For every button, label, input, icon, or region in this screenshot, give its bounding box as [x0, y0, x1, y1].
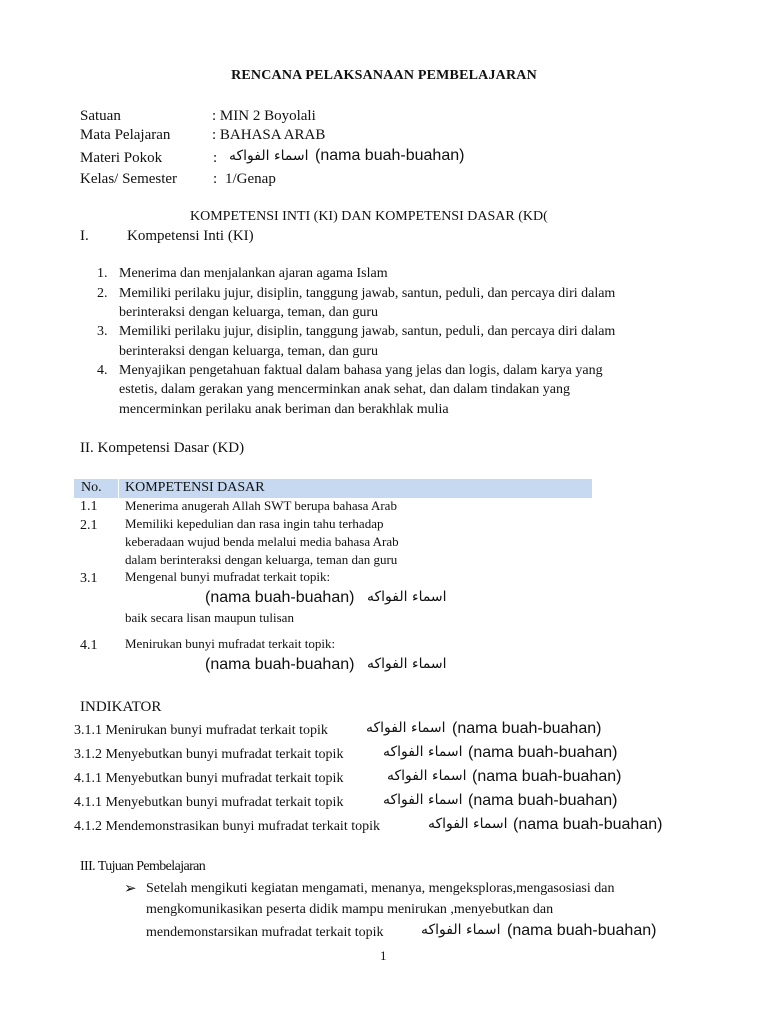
ki-heading: Kompetensi Inti (KI) — [127, 228, 254, 244]
ki-item-line: berinteraksi dengan keluarga, teman, dan guru — [119, 305, 379, 320]
kelas-label: Kelas/ Semester — [80, 171, 178, 187]
indikator-arabic: اسماء الفواكه — [366, 720, 446, 736]
ki-item-line: berinteraksi dengan keluarga, teman, dan guru — [119, 344, 379, 359]
ki-item-line: estetis, dalam gerakan yang mencerminkan anak sehat, dan dalam tindakan yang — [119, 382, 570, 397]
indikator-text: 3.1.1 Menirukan bunyi mufradat terkait topik — [74, 723, 328, 738]
ki-kd-heading: KOMPETENSI INTI (KI) DAN KOMPETENSI DASAR (KD( — [190, 209, 548, 224]
ki-item-line: mencerminkan perilaku anak beriman dan berakhlak mulia — [119, 402, 449, 417]
indikator-arabic: اسماء الفواكه — [428, 816, 508, 832]
kd-col-no: No. — [81, 480, 102, 495]
satuan-value: : MIN 2 Boyolali — [212, 108, 316, 124]
mapel-label: Mata Pelajaran — [80, 127, 171, 143]
tujuan-latin: (nama buah-buahan) — [507, 922, 657, 939]
kd-row-text: baik secara lisan maupun tulisan — [125, 610, 294, 625]
ki-item-num: 1. — [97, 266, 108, 281]
indikator-arabic: اسماء الفواكه — [387, 768, 467, 784]
materi-arabic: اسماء الفواكه — [229, 148, 309, 164]
materi-label: Materi Pokok — [80, 150, 163, 166]
materi-colon: : — [213, 150, 218, 166]
ki-item-num: 3. — [97, 324, 108, 339]
kd-table-header-divider — [118, 479, 119, 498]
kd-col-kd: KOMPETENSI DASAR — [125, 480, 265, 495]
indikator-text: 4.1.1 Menyebutkan bunyi mufradat terkait topik — [74, 771, 344, 786]
indikator-text: 4.1.1 Menyebutkan bunyi mufradat terkait topik — [74, 795, 344, 810]
kd-row-arabic: اسماء الفواكه — [367, 589, 447, 605]
ki-item-line: Menyajikan pengetahuan faktual dalam bahasa yang jelas dan logis, dalam karya yang — [119, 363, 603, 378]
tujuan-line: Setelah mengikuti kegiatan mengamati, menanya, mengeksploras,mengasosiasi dan — [146, 881, 615, 896]
indikator-latin: (nama buah-buahan) — [468, 744, 618, 761]
kd-row-text: keberadaan wujud benda melalui media bahasa Arab — [125, 534, 399, 549]
indikator-text: 4.1.2 Mendemonstrasikan bunyi mufradat terkait topik — [74, 819, 380, 834]
indikator-arabic: اسماء الفواكه — [383, 792, 463, 808]
indikator-latin: (nama buah-buahan) — [468, 792, 618, 809]
kelas-value: 1/Genap — [225, 171, 276, 187]
tujuan-heading: III. Tujuan Pembelajaran — [80, 859, 206, 874]
indikator-text: 3.1.2 Menyebutkan bunyi mufradat terkait topik — [74, 747, 344, 762]
kd-row-text: Mengenal bunyi mufradat terkait topik: — [125, 569, 331, 584]
kd-row-no: 1.1 — [80, 499, 98, 514]
ki-item-line: Memiliki perilaku jujur, disiplin, tanggung jawab, santun, peduli, dan percaya diri dalam — [119, 324, 616, 339]
kd-row-latin: (nama buah-buahan) — [205, 656, 355, 673]
kd-row-arabic: اسماء الفواكه — [367, 656, 447, 672]
satuan-label: Satuan — [80, 108, 121, 124]
arrow-bullet-icon: ➢ — [124, 879, 137, 897]
indikator-latin: (nama buah-buahan) — [472, 768, 622, 785]
tujuan-line: mengkomunikasikan peserta didik mampu menirukan ,menyebutkan dan — [146, 902, 554, 917]
kd-row-text: dalam berinteraksi dengan keluarga, teman dan guru — [125, 552, 398, 567]
kd-row-text: Memiliki kepedulian dan rasa ingin tahu terhadap — [125, 516, 384, 531]
page-number: 1 — [380, 948, 387, 963]
kd-heading: II. Kompetensi Dasar (KD) — [80, 440, 245, 456]
page-title: RENCANA PELAKSANAAN PEMBELAJARAN — [231, 68, 537, 83]
kd-row-text: Menerima anugerah Allah SWT berupa bahasa Arab — [125, 498, 397, 513]
tujuan-arabic: اسماء الفواكه — [421, 922, 501, 938]
kd-row-latin: (nama buah-buahan) — [205, 589, 355, 606]
tujuan-line: mendemonstarsikan mufradat terkait topik — [146, 925, 384, 940]
indikator-latin: (nama buah-buahan) — [513, 816, 663, 833]
indikator-heading: INDIKATOR — [80, 699, 162, 715]
ki-item-num: 4. — [97, 363, 108, 378]
mapel-value: : BAHASA ARAB — [212, 127, 326, 143]
kelas-colon: : — [213, 171, 218, 187]
ki-item-num: 2. — [97, 286, 108, 301]
materi-latin: (nama buah-buahan) — [315, 147, 465, 164]
indikator-arabic: اسماء الفواكه — [383, 744, 463, 760]
kd-row-text: Menirukan bunyi mufradat terkait topik: — [125, 636, 336, 651]
ki-item-line: Menerima dan menjalankan ajaran agama Islam — [119, 266, 388, 281]
indikator-latin: (nama buah-buahan) — [452, 720, 602, 737]
kd-row-no: 4.1 — [80, 638, 98, 653]
kd-row-no: 3.1 — [80, 571, 98, 586]
ki-numeral: I. — [80, 228, 89, 244]
kd-row-no: 2.1 — [80, 518, 98, 533]
ki-item-line: Memiliki perilaku jujur, disiplin, tanggung jawab, santun, peduli, dan percaya diri dalam — [119, 286, 616, 301]
